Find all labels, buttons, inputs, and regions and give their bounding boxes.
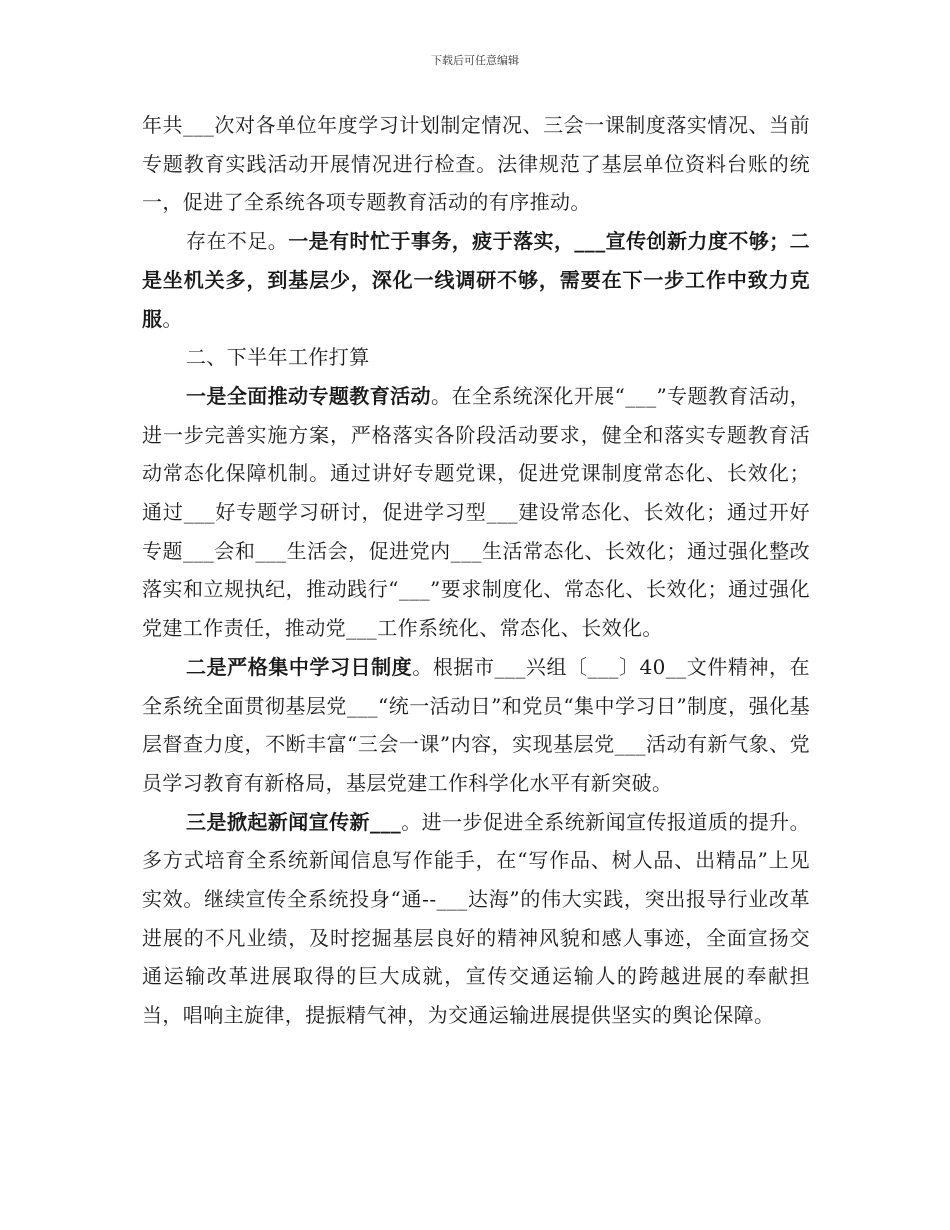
shortcomings-bold: 一是有时忙于事务，疲于落实，___宣传创新力度不够；二是坐机关多，到基层少，深化一线调研不够，需要在下一步工作中致力克服 [142,229,811,331]
document-body [142,106,810,1035]
section-heading: 二、下半年工作打算 [186,345,370,370]
paragraph-inspection: 年共___次对各单位年度学习计划制定情况、三会一课制度落实情况、当前专题教育实践活动开展情况进行检查。法律规范了基层单位资料台账的统一，促进了全系统各项专题教育活动的有序推动。 [142,113,810,215]
shortcomings-lead: 存在不足。 [186,229,289,254]
plan-3-title: 三是掀起新闻宣传新___ [186,809,402,834]
plan-2-text: 。根据市___兴组〔___〕40__文件精神，在全系统全面贯彻基层党___“统一活动日”和党员“集中学习日”制度，强化基层督查力度，不断丰富“三会一课”内容，实现基层党___活动有新气象、党员学习教育有新格局，基层党建工作科学化水平有新突破。 [142,654,810,795]
plan-3-text: 。进一步促进全系统新闻宣传报道质的提升。多方式培育全系统新闻信息写作能手，在“写作品、树人品、出精品”上见实效。继续宣传全系统投身“通--___达海”的伟大实践，突出报导行业改革进展的不凡业绩，及时挖掘基层良好的精神风貌和感人事迹，全面宣扬交通运输改革进展取得的巨大成就，宣传交通运输人的跨越进展的奉献担当，唱响主旋律，提振精气神，为交通运输进展提供坚实的舆论保障。 [142,809,810,1028]
plan-1-title: 一是全面推动专题教育活动 [186,383,431,408]
paragraph-plan-1 [142,377,810,648]
shortcomings-tail: 。 [162,306,183,331]
paragraph-shortcomings [142,222,810,338]
plan-1-text: 。在全系统深化开展“___”专题教育活动，进一步完善实施方案，严格落实各阶段活动要求，健全和落实专题教育活动常态化保障机制。通过讲好专题党课，促进党课制度常态化、长效化；通过___好专题学习研讨，促进学习型___建设常态化、长效化；通过开好专题___会和___生活会，促进党内___生活常态化、长效化；通过强化整改落实和立规执纪，推动践行“___”要求制度化、常态化、长效化；通过强化党建工作责任，推动党___工作系统化、常态化、长效化。 [142,383,810,641]
paragraph-plan-2 [142,648,810,803]
plan-2-title: 二是严格集中学习日制度 [186,654,413,679]
page-header: 下载后可任意编辑 [431,54,519,67]
paragraph-plan-3 [142,803,810,1035]
